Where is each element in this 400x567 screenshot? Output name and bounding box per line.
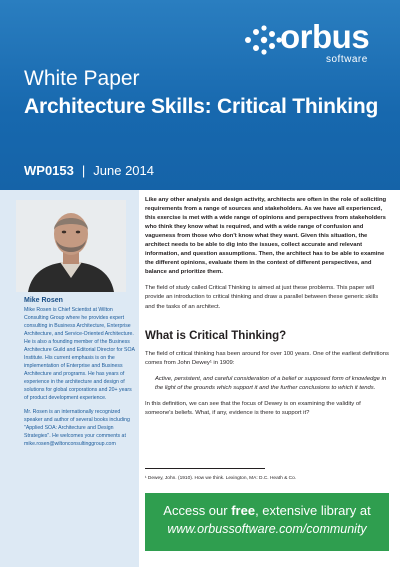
- author-photo: [16, 200, 126, 292]
- definition-quote: Active, persistent, and careful consideration of a belief or supposed form of knowledge in the light of the grounds which support it and the further conclusions to which it tends.: [155, 376, 387, 392]
- document-code: WP0153: [24, 163, 74, 178]
- page-title: Architecture Skills: Critical Thinking: [24, 95, 379, 118]
- banner-suffix: , extensive library at: [255, 503, 371, 518]
- body-paragraph: In this definition, we can see that the focus of Dewey is on examining the validity of someone's beliefs. What, if any, evidence is there to support it?: [145, 401, 361, 417]
- logo-wordmark: orbus: [280, 18, 370, 55]
- document-date: June 2014: [93, 163, 154, 178]
- section-heading: What is Critical Thinking?: [145, 330, 287, 342]
- orbus-logo[interactable]: [240, 18, 390, 66]
- community-link[interactable]: www.orbussoftware.com/community: [167, 522, 367, 536]
- author-bio: [24, 296, 136, 454]
- author-bio-paragraph: Mike Rosen is Chief Scientist at Wilton Consulting Group where he provides expert consulting in Business Architecture, Enterprise Architecture, and Service-Oriented Architecture. He is also a founding member of the Business Architecture Guild and Editorial Director for SOA Institute. His current emphasis is on the implementation of Enterprise and Business Architecture and programs. He has years of experience in the architecture and design of solutions for global corporations and 20+ years of product development experience.: [24, 307, 135, 401]
- banner-headline: [145, 503, 389, 518]
- section-body: [145, 350, 389, 418]
- footnote: ¹ Dewey, John. (1910). How we think. Lexington, MA: D.C. Heath & Co.: [145, 476, 297, 481]
- document-type: White Paper: [24, 67, 140, 90]
- intro-paragraph: Like any other analysis and design activity, architects are often in the role of soliciting requirements from a range of sources and stakeholders. As we have all experienced, this exercise is met with a wide range of opinions and perspectives from stakeholders who think they know what is required, and with a wide range of confusion and vagueness from those who don't know what they want. Given this situation, the architect needs to be able to dig into the issues, collect accurate and relevant information, and question assumptions. Then, the architect has to be able to examine the different opinions, evaluate them in the context of different perspectives, and balance and prioritize them.: [145, 197, 387, 276]
- community-banner[interactable]: [145, 493, 389, 551]
- footnote-divider: [145, 468, 265, 469]
- author-name: Mike Rosen: [24, 297, 63, 304]
- author-bio-paragraph: Mr. Rosen is an internationally recognized speaker and author of several books including "Applied SOA: Architecture and Design Strategies". He welcomes your comments at mike.rosen@wiltonconsultinggroup.com: [24, 409, 130, 447]
- logo-dots-icon: [240, 22, 284, 58]
- author-portrait-icon: [16, 200, 126, 292]
- banner-free: free: [231, 503, 256, 518]
- main-content: [145, 196, 389, 312]
- body-paragraph: The field of study called Critical Thinking is aimed at just these problems. This paper will provide an introduction to critical thinking and draw a parallel between these generic skills and the tasks of an architect.: [145, 285, 379, 310]
- meta-separator: |: [81, 163, 86, 178]
- body-paragraph: The field of critical thinking has been around for over 100 years. One of the earliest definitions comes from John Dewey¹ in 1909:: [145, 351, 389, 367]
- banner-prefix: Access our: [163, 503, 232, 518]
- document-meta: [24, 163, 154, 178]
- logo-subtitle: software: [326, 54, 368, 65]
